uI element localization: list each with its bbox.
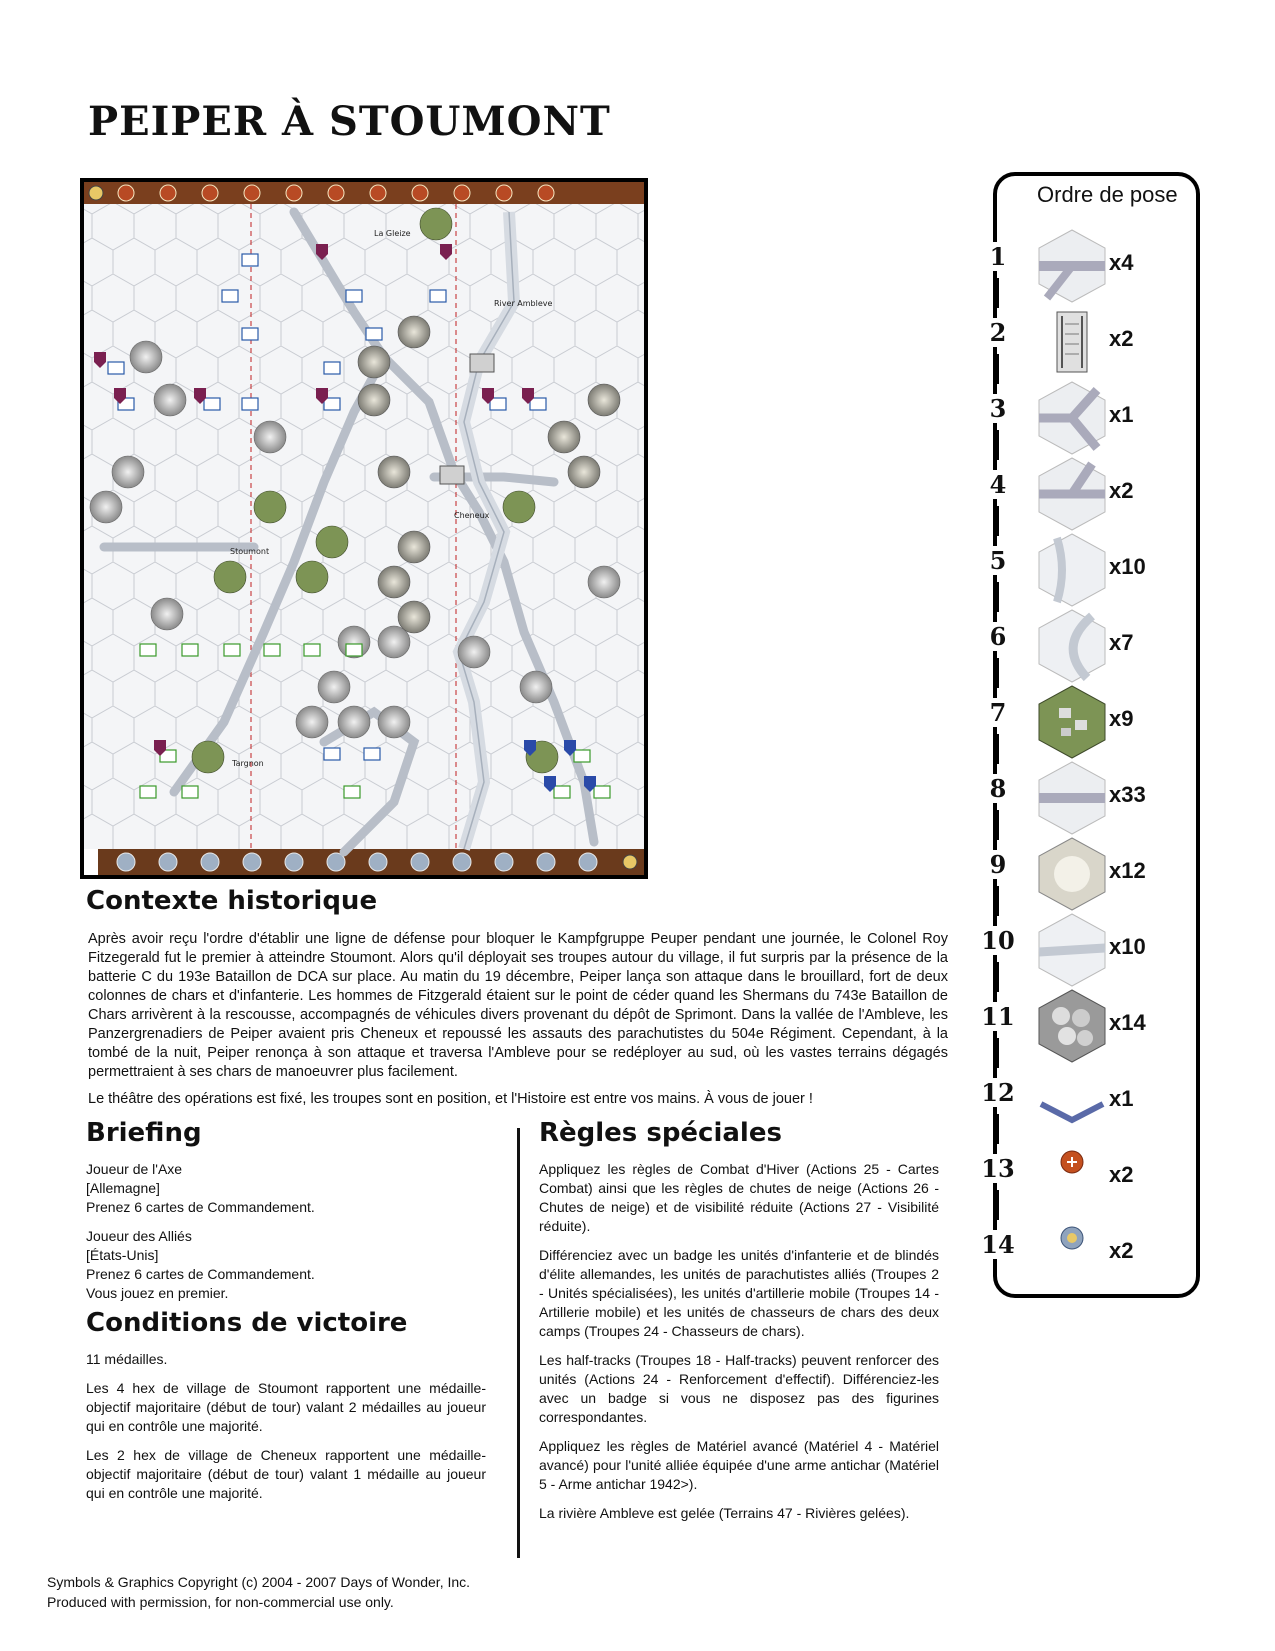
bridge-hex: [470, 354, 494, 372]
tile-order-number: 10: [975, 926, 1021, 955]
tile-order-count: x2: [1109, 478, 1134, 503]
tile-order-count: x2: [1109, 1162, 1134, 1187]
tile-order-row: [989, 304, 1197, 380]
tile-order-row: [981, 1216, 1197, 1276]
tile-order-count: x10: [1109, 934, 1146, 959]
river-curve-tile: [1037, 608, 1107, 684]
rule-halftracks: Les half-tracks (Troupes 18 - Half-tracks) peuvent renforcer des unités (Actions 24 - Renforcement d'effectif). Différenciez-les avec un badge si vous ne disposez pas des figurines correspondantes.: [539, 1352, 939, 1425]
context-text: [88, 930, 948, 1117]
tile-order-count: x2: [1109, 1238, 1134, 1263]
tile-order-count: x9: [1109, 706, 1134, 731]
context-paragraph: Le théâtre des opérations est fixé, les troupes sont en position, et l'Histoire est entre vos mains. À vous de jouer !: [88, 1091, 813, 1107]
victory-text: [86, 1350, 486, 1513]
rule-badges: Différenciez avec un badge les unités d'infanterie et de blindés d'élite allemandes, les unités de parachutistes alliés (Troupes 2 - Unités spécialisées), les unités d'artillerie mobile (Troupes 14 - Artillerie mobile) et les unités de chasseurs de chars des deux camps (Troupes 24 - Chasseurs de chars).: [539, 1247, 939, 1339]
tile-order-count: x2: [1109, 326, 1134, 351]
allies-nation: [États-Unis]: [86, 1247, 159, 1263]
village-tile: [1037, 684, 1107, 760]
tile-order-number: 6: [975, 622, 1021, 651]
tile-order-number: 5: [975, 546, 1021, 575]
context-paragraph: Après avoir reçu l'ordre d'établir une ligne de défense pour bloquer le Kampfgruppe Peuper pendant une journée, le Colonel Roy Fitzegerald fut le premier à atteindre Stoumont. Alors qu'il déployait ses troupes autour du village, il fut surpris par la présence de la batterie C du 193e Bataillon de DCA sur place. Au matin du 19 décembre, Peiper lança son attaque dans le brouillard, fort de deux colonnes de chars et d'infanterie. Les hommes de Fitzgerald étaient sur le point de céder quand les Shermans du 743e Bataillon de Chars arrivèrent à la rescousse, accompagnés de véhicules divers provenant du dépôt de Sprimont. Dans la vallée de l'Ambleve, les Panzergrenadiers de Peiper avaient pris Cheneux et repoussé les assauts des parachutistes du 504e Régiment. Cependant, à la tombé de la nuit, Peiper renonça à son attaque et traversa l'Ambleve pour se redéployer au sud, où les vastes terrains dégagés permettraient à ses chars de manoeuvrer plus facilement.: [88, 931, 948, 1080]
briefing-heading: Briefing: [86, 1118, 202, 1148]
tile-order-count: x12: [1109, 858, 1146, 883]
tile-order-count: x1: [1109, 402, 1134, 427]
column-divider: [517, 1128, 520, 1558]
copyright-line: Symbols & Graphics Copyright (c) 2004 - 2007 Days of Wonder, Inc.: [47, 1574, 471, 1590]
tile-order-row: [981, 1140, 1197, 1216]
map-label-river-ambleve: River Ambleve: [494, 299, 553, 308]
tile-order-number: 7: [975, 698, 1021, 727]
axis-nation: [Allemagne]: [86, 1180, 160, 1196]
tile-order-count: x33: [1109, 782, 1146, 807]
rule-winter: Appliquez les règles de Combat d'Hiver (Actions 25 - Cartes Combat) ainsi que les règles de chutes de neige (Actions 26 - Chutes de neige) et de visibilité réduite (Actions 27 - Visibilité réduite).: [539, 1161, 939, 1234]
page-title: PEIPER À STOUMONT: [88, 98, 611, 145]
tile-order-count: x1: [1109, 1086, 1134, 1111]
rule-frozen-river: La rivière Ambleve est gelée (Terrains 47 - Rivières gelées).: [539, 1505, 910, 1521]
river-straight-tile: [1037, 912, 1107, 988]
tile-order-row: [989, 684, 1197, 760]
map-label-stoumont: Stoumont: [230, 547, 270, 556]
tile-order-count: x7: [1109, 630, 1134, 655]
tile-order-number: 14: [975, 1230, 1021, 1259]
tile-order-row: [981, 1064, 1197, 1140]
victory-heading: Conditions de victoire: [86, 1308, 408, 1338]
tile-order-row: [989, 760, 1197, 836]
tile-order-number: 13: [975, 1154, 1021, 1183]
tile-order-row: [989, 380, 1197, 456]
tile-order-row: [981, 988, 1197, 1064]
map-label-la-gleize: La Gleize: [374, 229, 411, 238]
axis-cards: Prenez 6 cartes de Commandement.: [86, 1199, 315, 1215]
axis-player-label: Joueur de l'Axe: [86, 1161, 183, 1177]
tile-order-number: 3: [975, 394, 1021, 423]
tile-order-number: 8: [975, 774, 1021, 803]
hill-tile: [1037, 836, 1107, 912]
battle-map: [80, 178, 648, 879]
victory-cheneux: Les 2 hex de village de Cheneux rapportent une médaille-objectif majoritaire (début de tour) valant 1 médaille au joueur qui en contrôle une majorité.: [86, 1447, 486, 1501]
rule-equipment: Appliquez les règles de Matériel avancé (Matériel 4 - Matériel avancé) pour l'unité alliée équipée d'une arme antichar (Matériel 5 - Arme antichar 1942>).: [539, 1438, 939, 1492]
road-tile: [1037, 760, 1107, 836]
tile-order-number: 2: [975, 318, 1021, 347]
bridge-hex: [440, 466, 464, 484]
tile-order-row: [989, 608, 1197, 684]
road-junction-tile: [1037, 228, 1107, 304]
tile-order-number: 4: [975, 470, 1021, 499]
tile-order-count: x14: [1109, 1010, 1146, 1035]
copyright-footer: [47, 1572, 470, 1612]
map-label-targnon: Targnon: [232, 759, 264, 768]
map-label-cheneux: Cheneux: [454, 511, 490, 520]
victory-stoumont: Les 4 hex de village de Stoumont rapportent une médaille-objectif majoritaire (début de tour) valant 2 médailles au joueur qui en contrôle une majorité.: [86, 1380, 486, 1434]
bridge-tile: [1037, 304, 1107, 380]
tile-order-title: Ordre de pose: [1037, 182, 1178, 207]
road-fork-tile: [1037, 380, 1107, 456]
rules-heading: Règles spéciales: [539, 1118, 782, 1148]
allies-first: Vous jouez en premier.: [86, 1285, 229, 1301]
allies-player-label: Joueur des Alliés: [86, 1228, 192, 1244]
allied-medal-icon: [1037, 1216, 1107, 1292]
tile-order-number: 1: [975, 242, 1021, 271]
allies-cards: Prenez 6 cartes de Commandement.: [86, 1266, 315, 1282]
tile-order-row: [989, 532, 1197, 608]
forest-tile: [1037, 988, 1107, 1064]
victory-medals: 11 médailles.: [86, 1351, 168, 1367]
briefing-text: [86, 1160, 486, 1313]
axis-medal-icon: [1037, 1140, 1107, 1216]
context-heading: Contexte historique: [86, 886, 378, 916]
frozen-river-tile: [1037, 532, 1107, 608]
tile-order-count: x4: [1109, 250, 1134, 275]
permission-line: Produced with permission, for non-commercial use only.: [47, 1594, 394, 1610]
tile-order-panel: [981, 172, 1200, 1298]
tile-order-row: [989, 836, 1197, 912]
road-branch-tile: [1037, 456, 1107, 532]
tile-order-number: 12: [975, 1078, 1021, 1107]
tile-order-count: x10: [1109, 554, 1146, 579]
tile-order-row: [989, 456, 1197, 532]
tile-order-row: [989, 228, 1197, 304]
tile-order-row: [981, 912, 1197, 988]
rules-text: [539, 1160, 939, 1533]
tile-order-number: 11: [975, 1002, 1021, 1031]
wire-icon: [1037, 1064, 1107, 1140]
tile-order-number: 9: [975, 850, 1021, 879]
